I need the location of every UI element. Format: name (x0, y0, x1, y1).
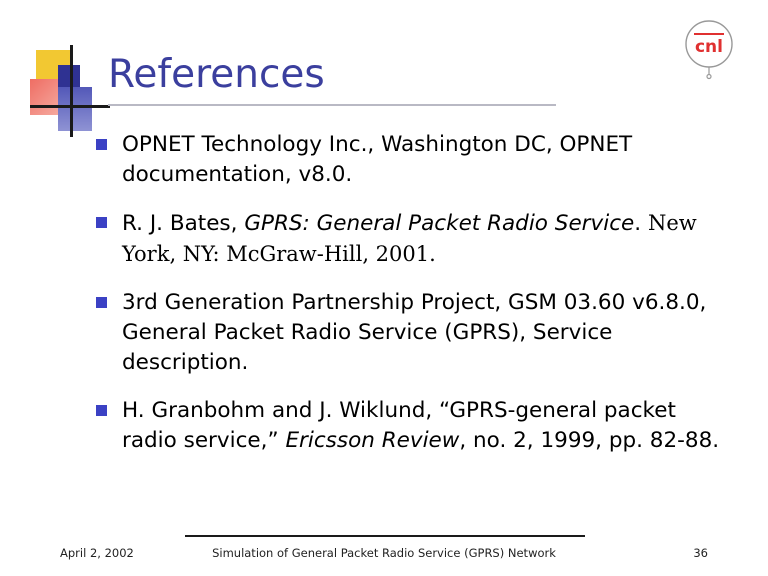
cnl-logo (678, 18, 740, 80)
list-item (96, 288, 736, 378)
references-list (96, 130, 736, 474)
reference-3-part-0: 3rd Generation Partnership Project, GSM 03.60 v6.8.0, General Packet Radio Service (GPRS), Service description. (122, 290, 707, 375)
list-item (96, 396, 736, 456)
footer-date: April 2, 2002 (60, 546, 134, 560)
reference-2-part-3: New York, NY: McGraw-Hill, 2001. (122, 211, 697, 266)
page-title: References (108, 52, 325, 97)
reference-1-part-0: OPNET Technology Inc., Washington DC, OPNET documentation, v8.0. (122, 132, 633, 187)
bullet-square-icon (96, 217, 107, 228)
title-underline (108, 104, 556, 106)
svg-text:cnl: cnl (694, 37, 724, 57)
reference-2-part-2: . (634, 211, 648, 236)
reference-4-part-2: , no. 2, 1999, pp. 82-88. (459, 428, 720, 453)
reference-3-text (122, 288, 736, 378)
reference-1-text (122, 130, 736, 190)
reference-4-text (122, 396, 736, 456)
reference-2-part-0: R. J. Bates, (122, 211, 245, 236)
list-item (96, 130, 736, 190)
bullet-square-icon (96, 297, 107, 308)
deco-square-blue (58, 87, 92, 131)
list-item (96, 208, 736, 270)
deco-vertical-line (70, 45, 73, 137)
footer-page-number: 36 (693, 546, 708, 560)
deco-horizontal-line (30, 105, 110, 108)
reference-4-part-0: H. Granbohm and J. Wiklund, “GPRS-general packet radio service,” (122, 398, 676, 453)
bullet-square-icon (96, 139, 107, 150)
reference-2-part-1: GPRS: General Packet Radio Service (244, 211, 635, 236)
footer-title: Simulation of General Packet Radio Service (GPRS) Network (212, 546, 556, 560)
footer-divider (185, 535, 585, 537)
reference-4-part-1: Ericsson Review (285, 428, 460, 453)
bullet-square-icon (96, 405, 107, 416)
reference-2-text (122, 208, 736, 270)
title-decoration (30, 45, 110, 137)
